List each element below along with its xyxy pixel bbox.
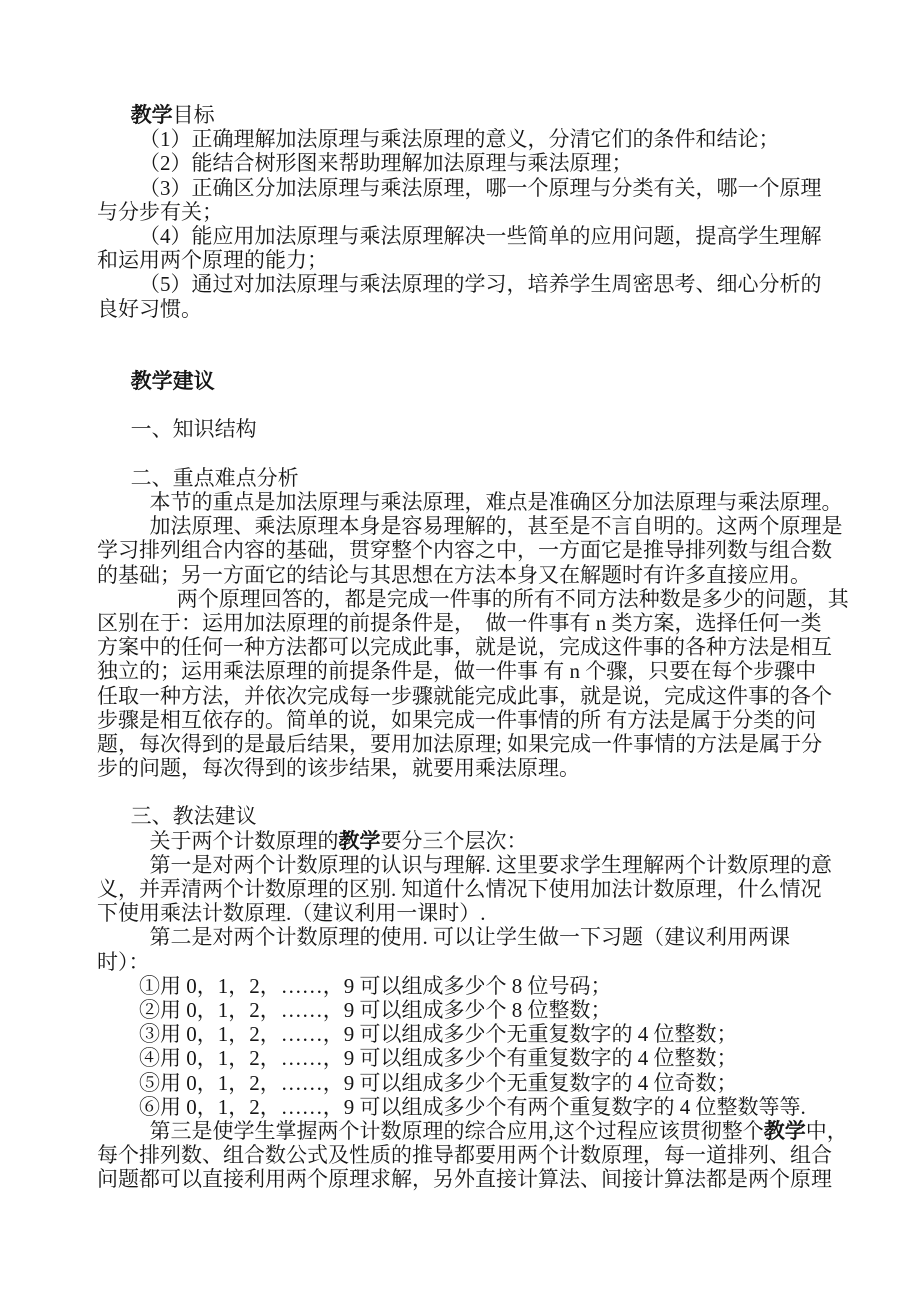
objective-2: （2）能结合树形图来帮助理解加法原理与乘法原理；	[139, 151, 633, 176]
blank-line	[97, 780, 840, 804]
para-principles-4: 独立的；运用乘法原理的前提条件是，做一件事 有 n 个骤，只要在每个步骤中	[97, 659, 817, 684]
bold-text-run: 教学	[763, 1118, 806, 1143]
exercise-4: ④用 0，1，2，……，9 可以组成多少个有重复数字的 4 位整数；	[139, 1046, 738, 1071]
text-run: 要分三个层次：	[380, 828, 528, 853]
para-level1-1: 第一是对两个计数原理的认识与理解. 这里要求学生理解两个计数原理的意	[149, 852, 832, 877]
subsection-1-title: 一、知识结构	[130, 417, 257, 442]
para-principles-2: 区别在于：运用加法原理的前提条件是， 做一件事有 n 类方案，选择任何一类	[97, 610, 822, 635]
para-method-intro	[97, 829, 840, 853]
bold-text-run: 教学建议	[130, 369, 215, 394]
para-level3-3: 问题都可以直接利用两个原理求解，另外直接计算法、间接计算法都是两个原理	[97, 1167, 832, 1192]
section-title-suggestions	[97, 369, 840, 393]
para-keypoint-1: 本节的重点是加法原理与乘法原理，难点是准确区分加法原理与乘法原理。	[149, 490, 843, 514]
para-level2-1: 第二是对两个计数原理的使用. 可以让学生做一下习题（建议利用两课	[149, 925, 790, 950]
para-principles-3: 方案中的任何一种方法都可以完成此事，就是说，完成这件事的各种方法是相互	[97, 635, 832, 660]
text-run: 中，	[805, 1118, 848, 1143]
para-level2-2: 时）：	[97, 949, 150, 974]
objective-3: （3）正确区分加法原理与乘法原理，哪一个原理与分类有关，哪一个原理	[139, 175, 822, 200]
exercise-5: ⑤用 0，1，2，……，9 可以组成多少个无重复数字的 4 位奇数；	[139, 1070, 738, 1095]
para-level1-3: 下使用乘法计数原理.（建议利用一课时）.	[97, 901, 486, 926]
para-level1-2: 义，并弄清两个计数原理的区别. 知道什么情况下使用加法计数原理，什么情况	[97, 877, 822, 901]
objective-5-cont: 良好习惯。	[97, 296, 202, 321]
text-run: 关于两个计数原理的	[149, 828, 339, 853]
blank-line	[97, 442, 840, 466]
para-keypoint-2-cont1: 学习排列组合内容的基础，贯穿整个内容之中，一方面它是推导排列数与组合数	[97, 538, 832, 563]
para-principles-8: 步的问题，每次得到的该步结果，就要用乘法原理。	[97, 756, 580, 781]
doc-title	[97, 103, 840, 127]
objective-5: （5）通过对加法原理与乘法原理的学习，培养学生周密思考、细心分析的	[139, 272, 822, 297]
exercise-3: ③用 0，1，2，……，9 可以组成多少个无重复数字的 4 位整数；	[139, 1022, 738, 1047]
objective-4-cont: 和运用两个原理的能力；	[97, 248, 328, 273]
blank-line	[97, 345, 840, 369]
para-principles-6: 步骤是相互依存的。简单的说，如果完成一件事情的所 有方法是属于分类的问	[97, 707, 817, 732]
para-keypoint-2: 加法原理、乘法原理本身是容易理解的，甚至是不言自明的。这两个原理是	[149, 514, 843, 539]
exercise-6: ⑥用 0，1，2，……，9 可以组成多少个有两个重复数字的 4 位整数等等.	[139, 1094, 806, 1119]
text-run: 第三是使学生掌握两个计数原理的综合应用,这个过程应该贯彻整个	[149, 1118, 764, 1143]
blank-line	[97, 321, 840, 345]
para-level3-1	[97, 1118, 848, 1143]
bold-text-run: 教学	[338, 828, 381, 853]
text-run: 目标	[172, 103, 215, 127]
para-principles-1: 两个原理回答的，都是完成一件事的所有不同方法种数是多少的问题，其	[176, 586, 849, 611]
exercise-1: ①用 0，1，2，……，9 可以组成多少个 8 位号码；	[139, 973, 612, 998]
bold-text-run: 教学	[130, 103, 173, 127]
objective-1: （1）正确理解加法原理与乘法原理的意义，分清它们的条件和结论；	[139, 127, 780, 152]
subsection-2-title: 二、重点难点分析	[130, 465, 299, 490]
exercise-2: ②用 0，1，2，……，9 可以组成多少个 8 位整数；	[139, 997, 612, 1022]
para-principles-7: 题，每次得到的是最后结果，要用加法原理; 如果完成一件事情的方法是属于分	[97, 731, 823, 756]
objective-4: （4）能应用加法原理与乘法原理解决一些简单的应用问题，提高学生理解	[139, 223, 822, 248]
subsection-3-title: 三、教法建议	[130, 804, 257, 829]
blank-line	[97, 393, 840, 417]
para-level3-2: 每个排列数、组合数公式及性质的推导都要用两个计数原理，每一道排列、组合	[97, 1143, 832, 1168]
objective-3-cont: 与分步有关；	[97, 199, 223, 224]
para-principles-5: 任取一种方法，并依次完成每一步骤就能完成此事，就是说，完成这件事的各个	[97, 683, 832, 708]
para-keypoint-2-cont2: 的基础；另一方面它的结论与其思想在方法本身又在解题时有许多直接应用。	[97, 562, 811, 587]
